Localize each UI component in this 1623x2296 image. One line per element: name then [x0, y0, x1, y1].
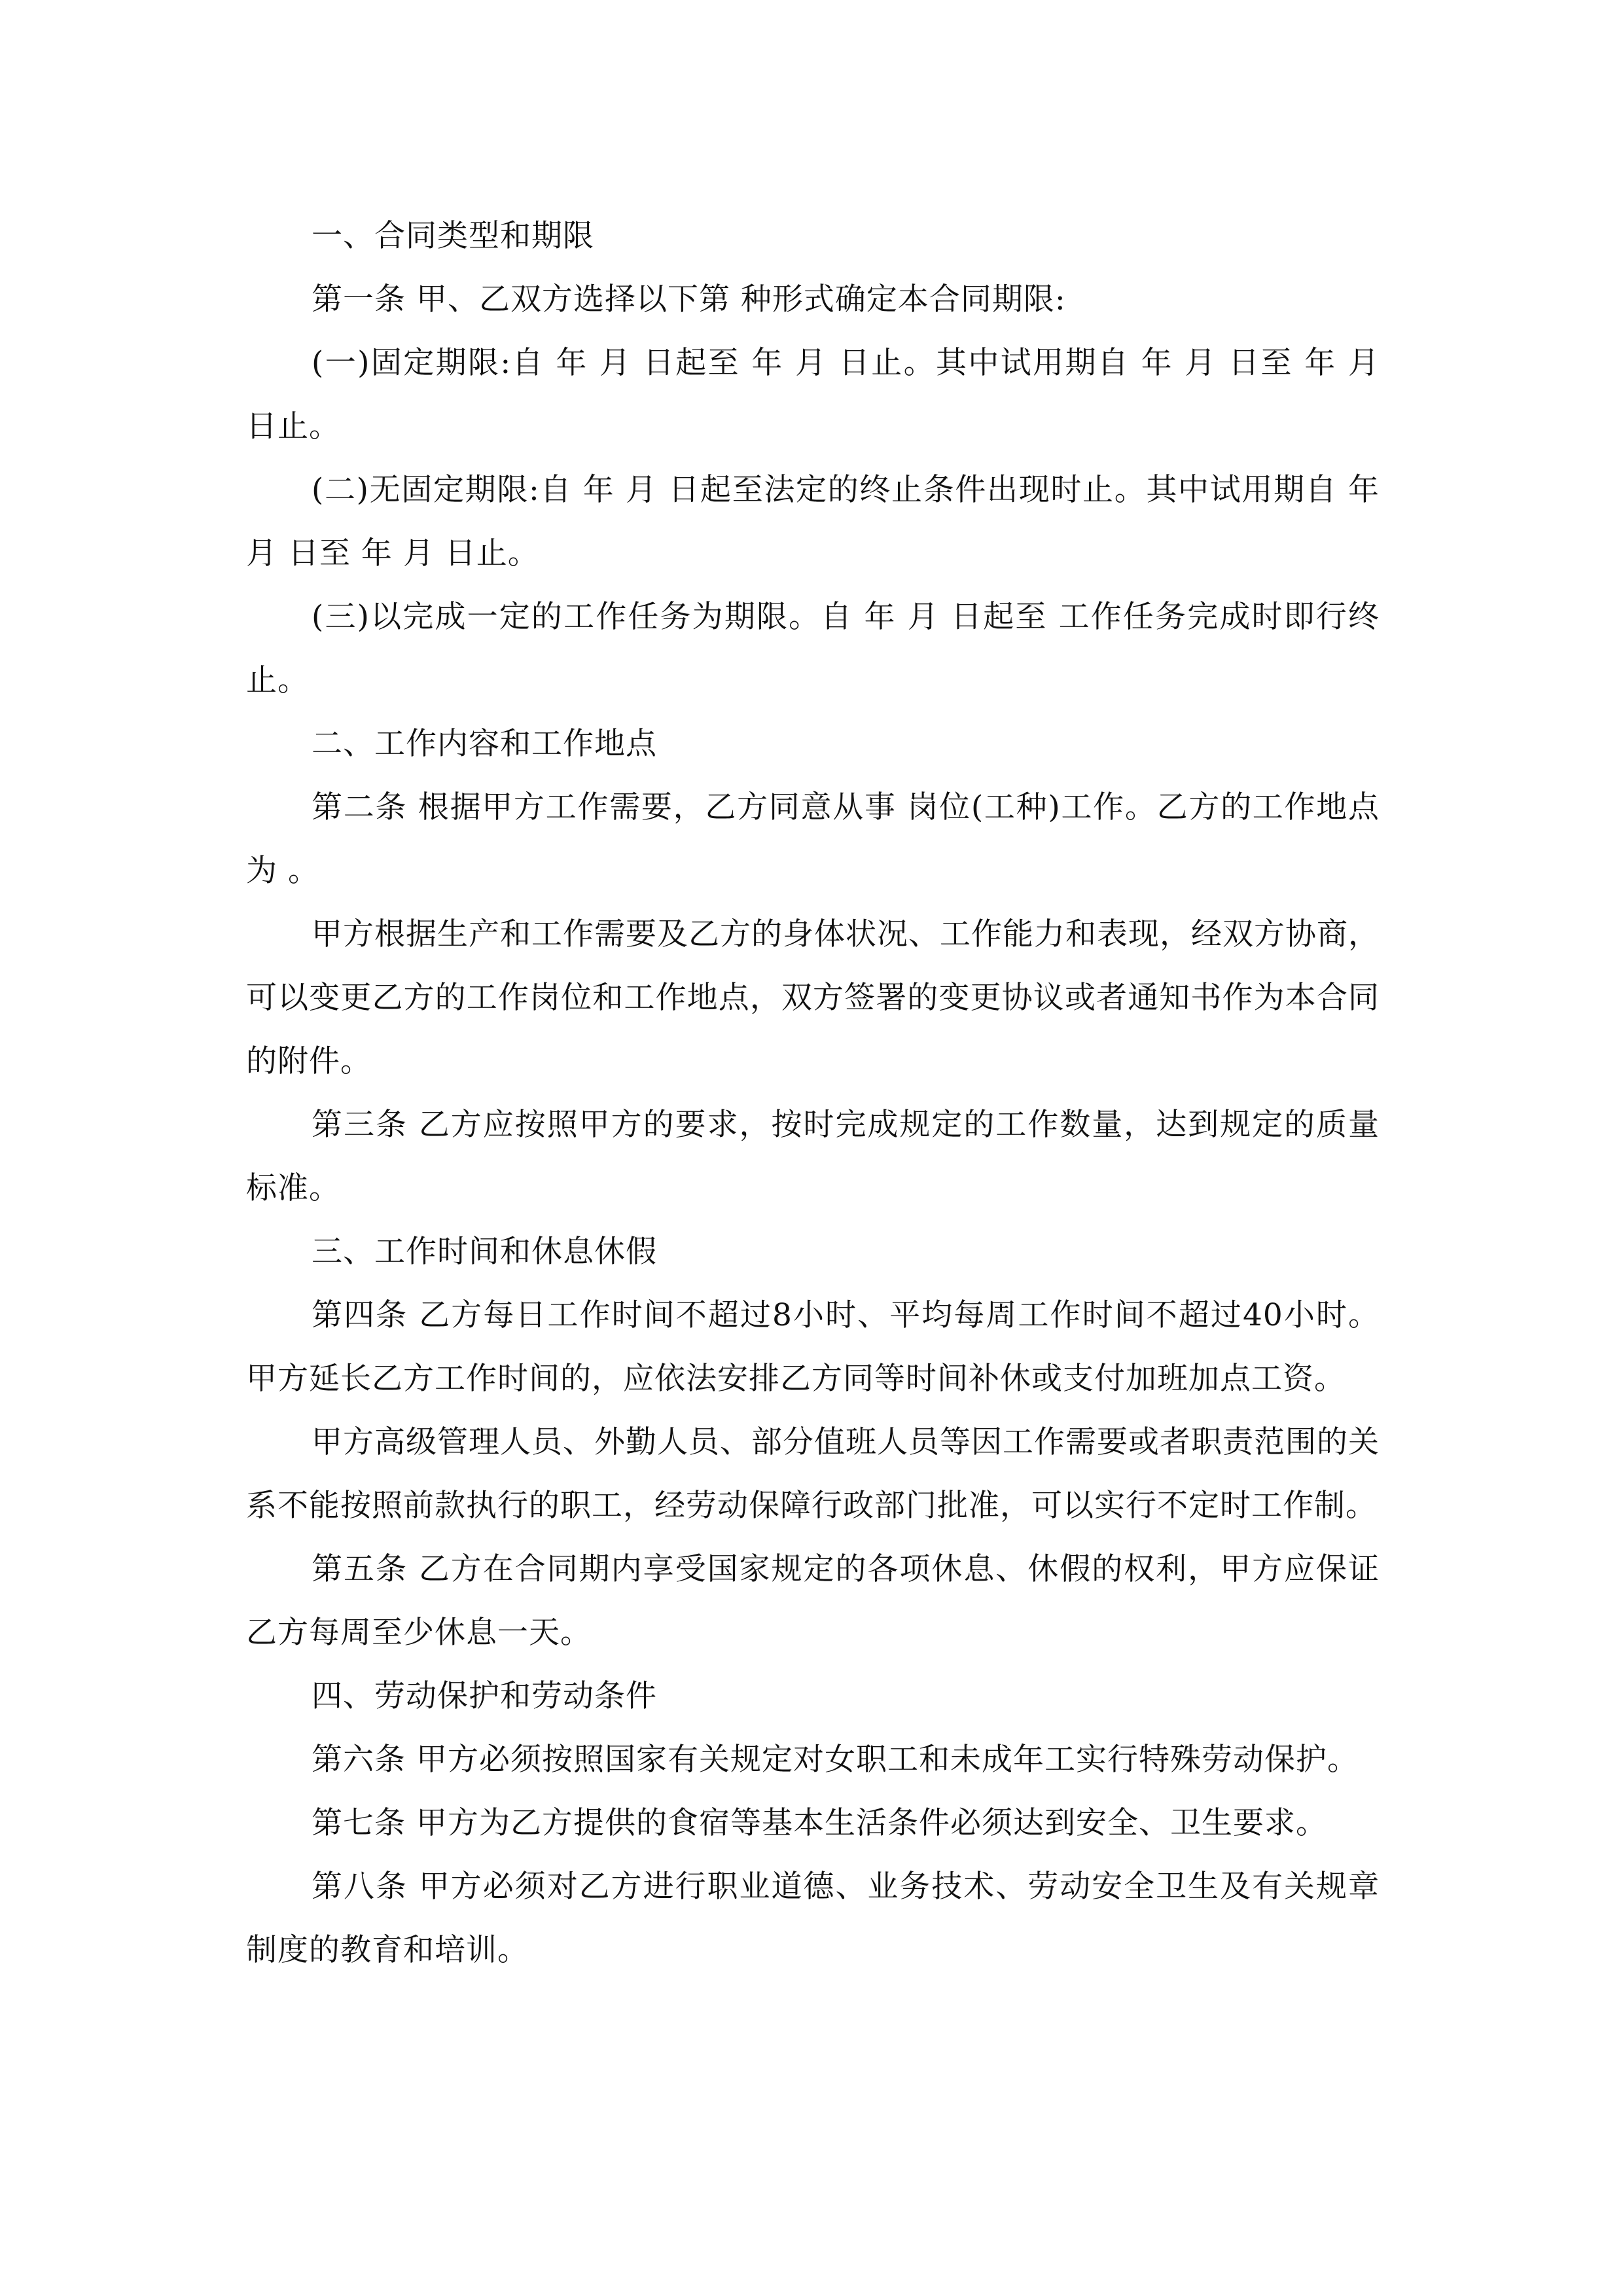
article-3: 第三条 乙方应按照甲方的要求，按时完成规定的工作数量，达到规定的质量标准。: [246, 1107, 1380, 1206]
article-2-change-clause: 甲方根据生产和工作需要及乙方的身体状况、工作能力和表现，经双方协商，可以变更乙方的工作岗位和工作地点，双方签署的变更协议或者通知书作为本合同的附件。: [246, 916, 1380, 1079]
article-1-option-open-ended: (二)无固定期限:自 年 月 日起至法定的终止条件出现时止。其中试用期自 年 月 日至 年 月 日止。: [246, 472, 1380, 571]
article-1: 第一条 甲、乙双方选择以下第 种形式确定本合同期限:: [312, 281, 1066, 317]
document-body: [246, 204, 1380, 1982]
article-1-option-task-based: (三)以完成一定的工作任务为期限。自 年 月 日起至 工作任务完成时即行终止。: [246, 599, 1380, 698]
section-heading-work-content: 二、工作内容和工作地点: [312, 726, 657, 762]
section-heading-contract-type: 一、合同类型和期限: [312, 218, 594, 254]
section-heading-labor-protection: 四、劳动保护和劳动条件: [312, 1678, 657, 1714]
article-1-option-fixed-term: (一)固定期限:自 年 月 日起至 年 月 日止。其中试用期自 年 月 日至 年 月 日止。: [246, 345, 1380, 444]
article-4: 第四条 乙方每日工作时间不超过8小时、平均每周工作时间不超过40小时。甲方延长乙方工作时间的，应依法安排乙方同等时间补休或支付加班加点工资。: [246, 1297, 1380, 1397]
section-heading-working-hours: 三、工作时间和休息休假: [312, 1234, 657, 1270]
article-7: 第七条 甲方为乙方提供的食宿等基本生活条件必须达到安全、卫生要求。: [312, 1805, 1327, 1841]
article-5: 第五条 乙方在合同期内享受国家规定的各项休息、休假的权利，甲方应保证乙方每周至少休息一天。: [246, 1551, 1380, 1651]
article-4-flexible-hours: 甲方高级管理人员、外勤人员、部分值班人员等因工作需要或者职责范围的关系不能按照前款执行的职工，经劳动保障行政部门批准，可以实行不定时工作制。: [246, 1424, 1380, 1524]
article-8: 第八条 甲方必须对乙方进行职业道德、业务技术、劳动安全卫生及有关规章制度的教育和培训。: [246, 1869, 1380, 1968]
article-6: 第六条 甲方必须按照国家有关规定对女职工和未成年工实行特殊劳动保护。: [312, 1742, 1359, 1778]
article-2: 第二条 根据甲方工作需要，乙方同意从事 岗位(工种)工作。乙方的工作地点为 。: [246, 789, 1380, 889]
